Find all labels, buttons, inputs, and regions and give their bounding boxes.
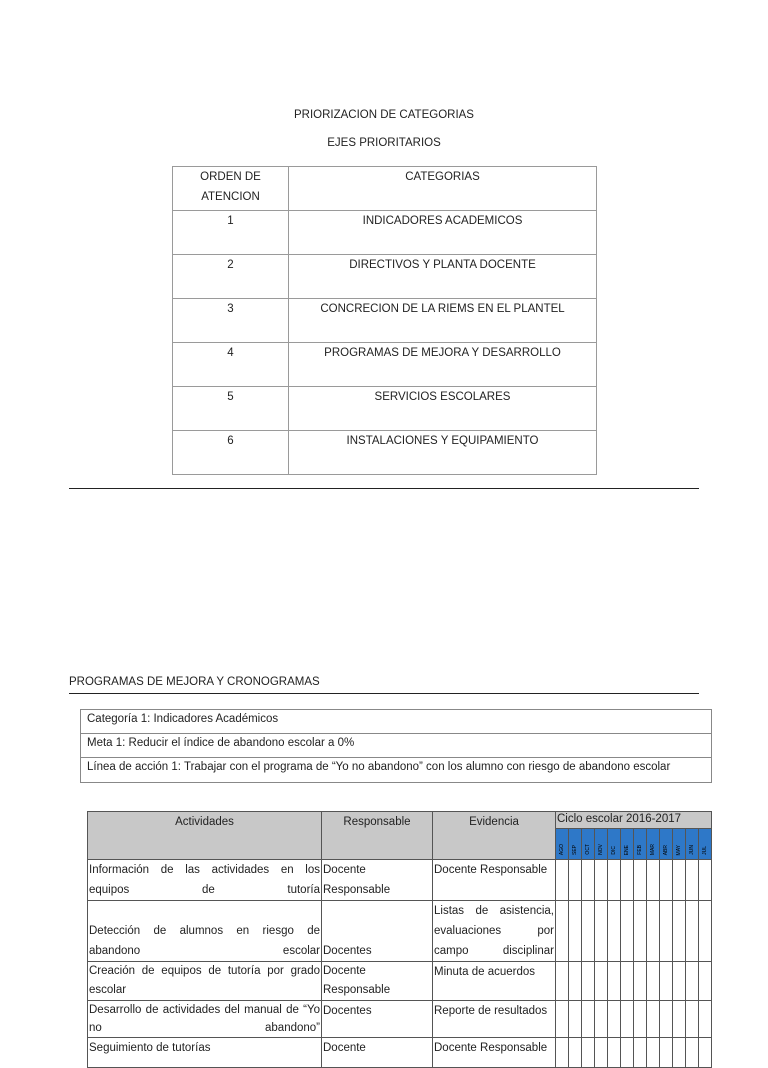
order-header: ORDEN DE ATENCION xyxy=(173,167,289,211)
order-cell: 5 xyxy=(173,387,289,431)
section-divider xyxy=(69,693,699,694)
order-cell: 6 xyxy=(173,431,289,475)
month-cell: SEP xyxy=(569,829,582,860)
category-line: Categoría 1: Indicadores Académicos xyxy=(81,710,711,734)
table-row xyxy=(88,1001,712,1038)
table-row xyxy=(173,211,597,255)
category-header: CATEGORIAS xyxy=(289,167,597,211)
table-row xyxy=(88,1038,712,1068)
cycle-header: Ciclo escolar 2016-2017 xyxy=(556,812,712,829)
category-box xyxy=(80,709,712,783)
table-row xyxy=(173,387,597,431)
order-cell: 3 xyxy=(173,299,289,343)
action-line: Línea de acción 1: Trabajar con el programa de “Yo no abandono” con los alumno con riesgo de abandono escolar xyxy=(87,761,671,773)
activities-header: Actividades xyxy=(88,812,322,860)
page-divider xyxy=(69,488,699,489)
priority-table-header xyxy=(173,167,597,211)
evidence-cell: Minuta de acuerdos xyxy=(433,962,556,1001)
responsible-cell: Docente Responsable xyxy=(322,860,433,901)
goal-line: Meta 1: Reducir el índice de abandono escolar a 0% xyxy=(81,734,711,758)
month-cell: ABR xyxy=(660,829,673,860)
activities-header-row xyxy=(88,812,712,829)
table-row xyxy=(88,962,712,1001)
responsible-cell: Docente xyxy=(322,1038,433,1068)
order-cell: 2 xyxy=(173,255,289,299)
month-cell: FEB xyxy=(634,829,647,860)
month-cell: ENE xyxy=(621,829,634,860)
category-cell: INDICADORES ACADEMICOS xyxy=(289,211,597,255)
category-cell: DIRECTIVOS Y PLANTA DOCENTE xyxy=(289,255,597,299)
month-cell: MAY xyxy=(673,829,686,860)
activities-table xyxy=(87,811,712,1068)
activity-cell: Información de las actividades en los equipos de tutoría xyxy=(88,860,322,901)
category-cell: INSTALACIONES Y EQUIPAMIENTO xyxy=(289,431,597,475)
evidence-header: Evidencia xyxy=(433,812,556,860)
activity-cell: Creación de equipos de tutoría por grado escolar xyxy=(88,962,322,1001)
table-row xyxy=(173,255,597,299)
priority-table xyxy=(172,166,597,475)
document-subtitle: EJES PRIORITARIOS xyxy=(327,137,441,149)
order-cell: 4 xyxy=(173,343,289,387)
table-row xyxy=(173,431,597,475)
responsible-cell: Docentes xyxy=(322,901,433,962)
document-title: PRIORIZACION DE CATEGORIAS xyxy=(294,109,474,121)
activity-cell: Detección de alumnos en riesgo de abandono escolar xyxy=(88,901,322,962)
month-cell: NOV xyxy=(595,829,608,860)
order-cell: 1 xyxy=(173,211,289,255)
responsible-header: Responsable xyxy=(322,812,433,860)
category-cell: CONCRECION DE LA RIEMS EN EL PLANTEL xyxy=(289,299,597,343)
month-cell: JUN xyxy=(686,829,699,860)
month-cell: JUL xyxy=(699,829,712,860)
category-cell: SERVICIOS ESCOLARES xyxy=(289,387,597,431)
evidence-cell: Docente Responsable xyxy=(433,860,556,901)
responsible-cell: Docentes xyxy=(322,1001,433,1038)
table-row xyxy=(88,860,712,901)
section-title: PROGRAMAS DE MEJORA Y CRONOGRAMAS xyxy=(69,676,320,688)
evidence-cell: Listas de asistencia, evaluaciones por campo disciplinar xyxy=(433,901,556,962)
month-cell: DIC xyxy=(608,829,621,860)
table-row xyxy=(88,901,712,962)
activity-cell: Desarrollo de actividades del manual de “Yo no abandono” xyxy=(88,1001,322,1038)
evidence-cell: Docente Responsable xyxy=(433,1038,556,1068)
category-cell: PROGRAMAS DE MEJORA Y DESARROLLO xyxy=(289,343,597,387)
month-cell: AGO xyxy=(556,829,569,860)
responsible-cell: Docente Responsable xyxy=(322,962,433,1001)
evidence-cell: Reporte de resultados xyxy=(433,1001,556,1038)
month-cell: OCT xyxy=(582,829,595,860)
table-row xyxy=(173,299,597,343)
table-row xyxy=(173,343,597,387)
month-cell: MAR xyxy=(647,829,660,860)
activity-cell: Seguimiento de tutorías xyxy=(88,1038,322,1068)
